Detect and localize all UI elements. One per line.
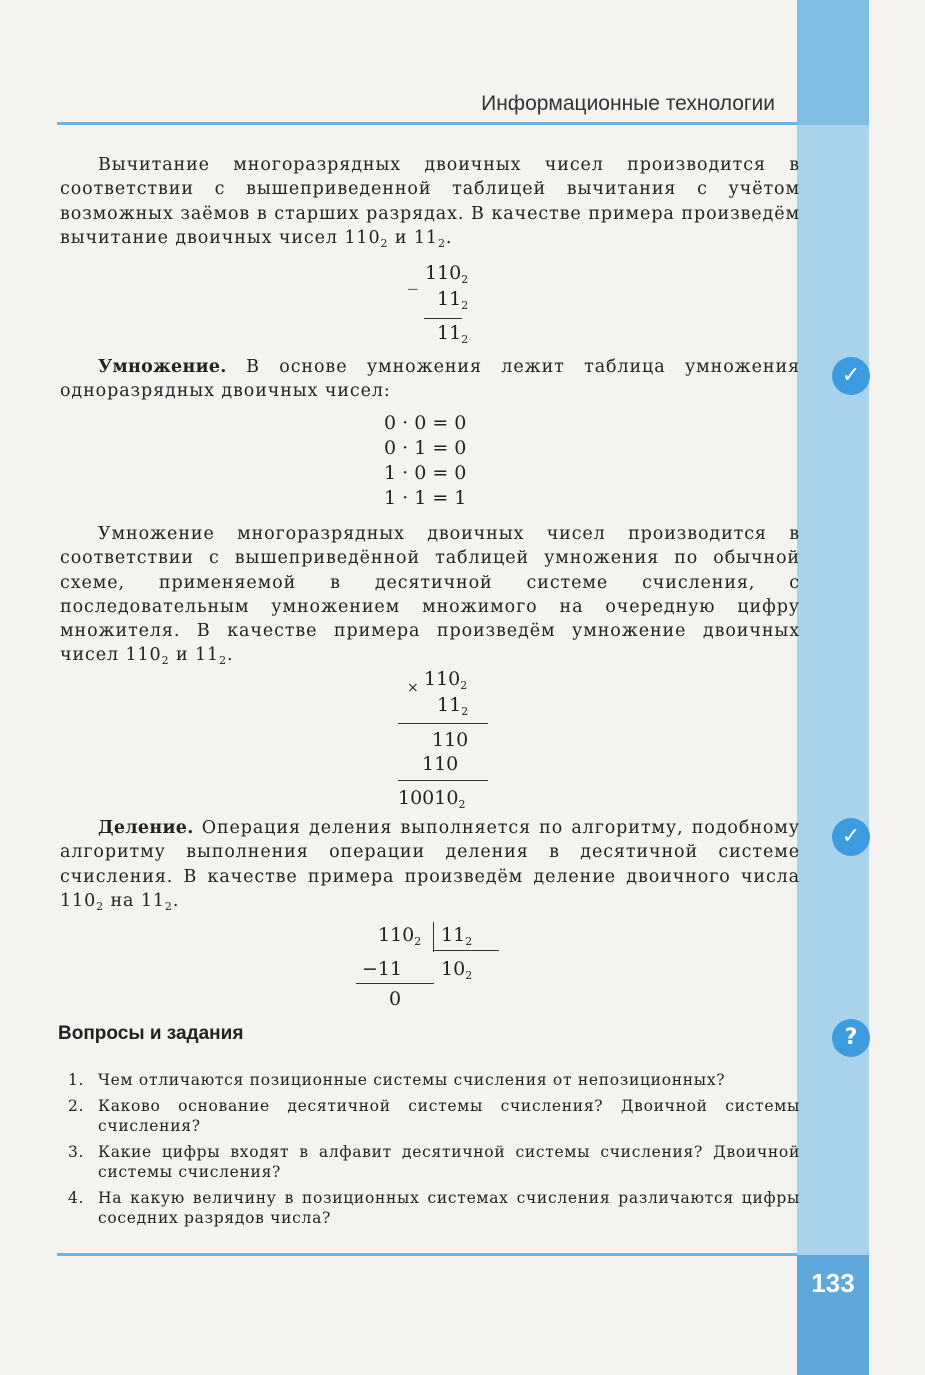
partial-product: 110	[422, 753, 459, 775]
question-item: 2. Каково основание десятичной системы счисления? Двоичной системы счисления?	[68, 1097, 800, 1135]
footer-rule	[57, 1253, 797, 1256]
divisor: $11_2$	[441, 924, 473, 948]
remainder-line	[356, 983, 434, 984]
difference: $11_2$	[437, 322, 469, 346]
mult-table-row: 0 · 0 = 0	[384, 412, 467, 434]
multiplier: $11_2$	[437, 694, 469, 718]
multiplication-line	[398, 723, 488, 724]
page-number: 133	[811, 1268, 855, 1298]
division-paragraph: Деление. Операция деления выполняется по алгоритму, подобному алгоритму выполнения операции деления в десятичной системе счисления. В качестве примера произведём деление двоичного числа $110_2$ на $11_2$.	[60, 818, 800, 913]
remainder: 0	[389, 988, 402, 1010]
mult-table-row: 1 · 0 = 0	[384, 462, 467, 484]
minus-sign: _	[408, 268, 418, 290]
subtrahend-row: −11	[362, 958, 403, 980]
side-bar-header-band	[797, 0, 869, 125]
minuend: $110_2$	[425, 262, 469, 286]
subtrahend: $11_2$	[437, 288, 469, 312]
question-item: 3. Какие цифры входят в алфавит десятичной системы счисления? Двоичной системы счисления?	[68, 1143, 800, 1181]
question-icon: ?	[832, 1019, 870, 1057]
side-bar	[797, 0, 869, 1375]
multiplication-intro: Умножение. В основе умножения лежит таблица умножения одноразрядных двоичных чисел:	[60, 357, 800, 402]
division-bar	[433, 922, 434, 952]
multiplication-sum-line	[398, 780, 488, 781]
subtraction-paragraph: Вычитание многоразрядных двоичных чисел производится в соответствии с вышеприведенной таблицей вычитания с учётом возможных заёмов в старших разрядах. В качестве примера произведём вычитание двоичных чисел $110_2$ и $11_2$.	[60, 155, 800, 250]
question-item: 4. На какую величину в позиционных системах счисления различаются цифры соседних разрядов числа?	[68, 1189, 800, 1227]
running-head: Информационные технологии	[481, 92, 775, 115]
multiplication-paragraph: Умножение многоразрядных двоичных чисел производится в соответствии с вышеприведённой таблицей умножения по обычной схеме, применяемой в десятичной системе счисления, с последовательным умножением множимого на очередную цифру множителя. В качестве примера произведём умножение двоичных чисел $110_2$ и $11_2$.	[60, 524, 800, 668]
check-icon: ✓	[832, 818, 870, 856]
multiplicand: $110_2$	[424, 668, 468, 692]
question-item: 1. Чем отличаются позиционные системы счисления от непозиционных?	[68, 1071, 726, 1089]
times-sign: ×	[407, 680, 419, 696]
divisor-line	[433, 950, 499, 951]
mult-table-row: 1 · 1 = 1	[384, 487, 467, 509]
quotient: $10_2$	[441, 958, 473, 982]
check-icon: ✓	[832, 357, 870, 395]
header-rule	[57, 122, 797, 125]
mult-table-row: 0 · 1 = 0	[384, 437, 467, 459]
subtraction-line	[424, 318, 462, 319]
dividend: $110_2$	[378, 924, 422, 948]
questions-title: Вопросы и задания	[58, 1023, 244, 1044]
partial-product: 110	[432, 729, 469, 751]
product: $10010_2$	[398, 787, 466, 811]
